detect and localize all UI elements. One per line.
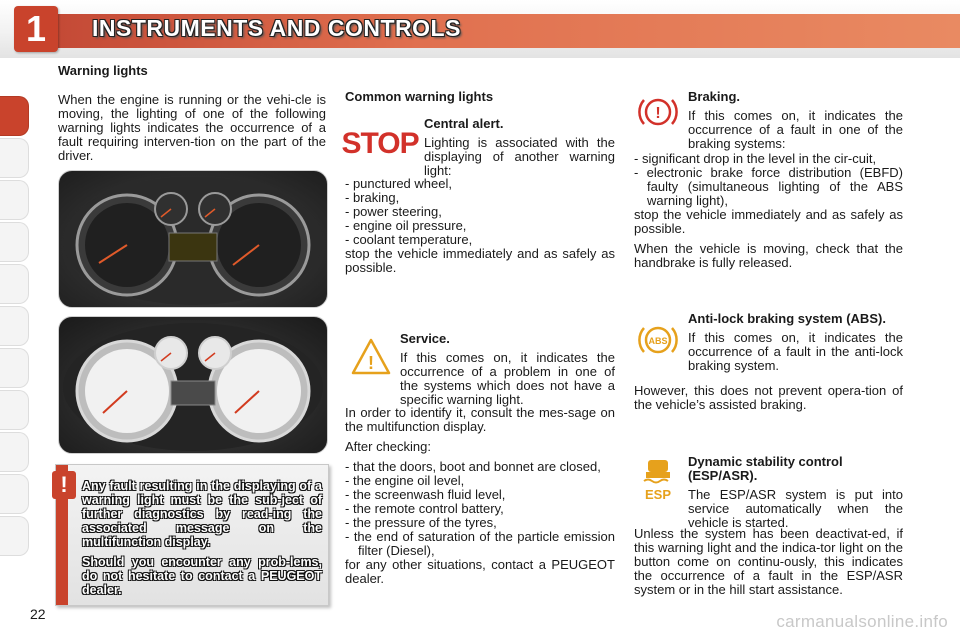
page-header xyxy=(0,0,960,58)
abs-title: Anti-lock braking system (ABS). xyxy=(688,311,886,326)
abs-block xyxy=(688,312,903,379)
esp-paragraph: Unless the system has been deactivat-ed, if this warning light and the indica-tor light on the button come on continu-ously, this indicates the occurrence of a fault in the ESP/ASR system or in the hill start assistance. xyxy=(634,526,903,597)
chapter-number: 1 xyxy=(14,6,58,52)
esp-title: Dynamic stability control (ESP/ASR). xyxy=(688,454,843,483)
esp-block xyxy=(688,455,903,536)
chapter-tab[interactable] xyxy=(0,432,29,472)
esp-more-block xyxy=(634,527,903,603)
abs-paragraph: However, this does not prevent opera-tion of the vehicle’s assisted braking. xyxy=(634,383,903,412)
stop-warning-icon xyxy=(341,124,419,165)
warning-paragraph: Should you encounter any prob-lems, do not hesitate to contact a PEUGEOT dealer. xyxy=(82,555,322,597)
braking-more-block xyxy=(634,152,903,276)
stop-title: Central alert. xyxy=(424,116,504,131)
service-warning-icon xyxy=(350,337,392,382)
chapter-tab[interactable] xyxy=(0,180,29,220)
chapter-tab[interactable] xyxy=(0,390,29,430)
list-item: - electronic brake force distribution (EBFD) faulty (simultaneous lighting of the ABS warning light), xyxy=(634,165,904,208)
warning-paragraph: Any fault resulting in the displaying of a warning light must be the sub-ject of further diagnostics by read-ing the associated message on the multifunction display. xyxy=(82,479,322,549)
svg-text:ESP: ESP xyxy=(644,487,672,502)
chapter-tabs xyxy=(0,68,32,588)
stop-list-block xyxy=(345,177,615,281)
chapter-tab[interactable] xyxy=(0,516,29,556)
watermark: carmanualsonline.info xyxy=(776,612,948,631)
esp-text: The ESP/ASR system is put into service automatically when the vehicle is started. xyxy=(688,487,903,530)
common-warning-heading: Common warning lights xyxy=(345,89,494,104)
svg-text:STOP: STOP xyxy=(341,127,419,160)
chapter-tab[interactable] xyxy=(0,474,29,514)
svg-text:!: ! xyxy=(368,353,374,373)
list-item: - coolant temperature, xyxy=(345,232,473,247)
stop-text: Lighting is associated with the displaying of another warning light: xyxy=(424,135,615,178)
svg-text:ABS: ABS xyxy=(648,336,668,346)
stop-block xyxy=(424,117,615,184)
service-after-text: for any other situations, contact a PEUGEOT dealer. xyxy=(345,557,615,586)
warning-note xyxy=(55,464,329,606)
braking-after-text: When the vehicle is moving, check that the handbrake is fully released. xyxy=(634,241,903,270)
braking-block xyxy=(688,90,903,157)
list-item: - braking, xyxy=(345,190,400,205)
chapter-tab[interactable] xyxy=(0,222,29,262)
chapter-tab-active[interactable] xyxy=(0,96,29,136)
warning-note-text xyxy=(82,479,322,603)
list-item: - punctured wheel, xyxy=(345,176,452,191)
chapter-tab[interactable] xyxy=(0,138,29,178)
braking-list xyxy=(634,152,903,208)
list-item: - that the doors, boot and bonnet are closed, xyxy=(345,459,601,474)
list-item: - power steering, xyxy=(345,204,442,219)
page-number: 22 xyxy=(30,606,46,622)
service-text: If this comes on, it indicates the occurrence of a problem in one of the systems which does not have a specific warning light. xyxy=(400,350,615,407)
list-item: - engine oil pressure, xyxy=(345,218,467,233)
list-item: - significant drop in the level in the cir-cuit, xyxy=(634,151,877,166)
svg-text:!: ! xyxy=(655,105,661,122)
exclamation-icon: ! xyxy=(52,471,76,499)
chapter-tab[interactable] xyxy=(0,348,29,388)
list-item: - the screenwash fluid level, xyxy=(345,487,506,502)
esp-warning-icon xyxy=(638,458,678,507)
instrument-cluster-photo xyxy=(58,316,328,454)
service-list xyxy=(345,460,615,558)
braking-title: Braking. xyxy=(688,89,741,104)
stop-after-text: stop the vehicle immediately and as safely as possible. xyxy=(345,246,615,275)
list-item: - the remote control battery, xyxy=(345,501,504,516)
service-paragraph: After checking: xyxy=(345,439,431,454)
chapter-tab[interactable] xyxy=(0,264,29,304)
list-item: - the end of saturation of the particle emission filter (Diesel), xyxy=(345,529,615,558)
abs-warning-icon xyxy=(636,320,680,365)
braking-warning-icon xyxy=(636,92,680,137)
middle-column xyxy=(345,90,615,104)
chapter-title: INSTRUMENTS AND CONTROLS xyxy=(92,15,461,41)
abs-text: If this comes on, it indicates the occurrence of a fault in the anti-lock braking system. xyxy=(688,330,903,373)
service-more-block xyxy=(345,406,615,592)
service-paragraph: In order to identify it, consult the mes-sage on the multifunction display. xyxy=(345,405,615,434)
chapter-tab[interactable] xyxy=(0,306,29,346)
stop-list xyxy=(345,177,615,247)
service-title: Service. xyxy=(400,331,450,346)
list-item: - the pressure of the tyres, xyxy=(345,515,497,530)
instrument-cluster-photo xyxy=(58,170,328,308)
section-heading: Warning lights xyxy=(58,63,148,78)
braking-text: If this comes on, it indicates the occurrence of a fault in one of the braking systems: xyxy=(688,108,903,151)
intro-text: When the engine is running or the vehi-cle is moving, the lighting of one of the following warning lights indicates the occurrence of a fault requiring interven-tion on the part of the driver. xyxy=(58,92,326,163)
abs-more-block xyxy=(634,384,903,418)
service-block xyxy=(400,332,615,413)
list-item: - the engine oil level, xyxy=(345,473,465,488)
braking-after-text: stop the vehicle immediately and as safely as possible. xyxy=(634,207,903,236)
left-column xyxy=(58,64,326,169)
